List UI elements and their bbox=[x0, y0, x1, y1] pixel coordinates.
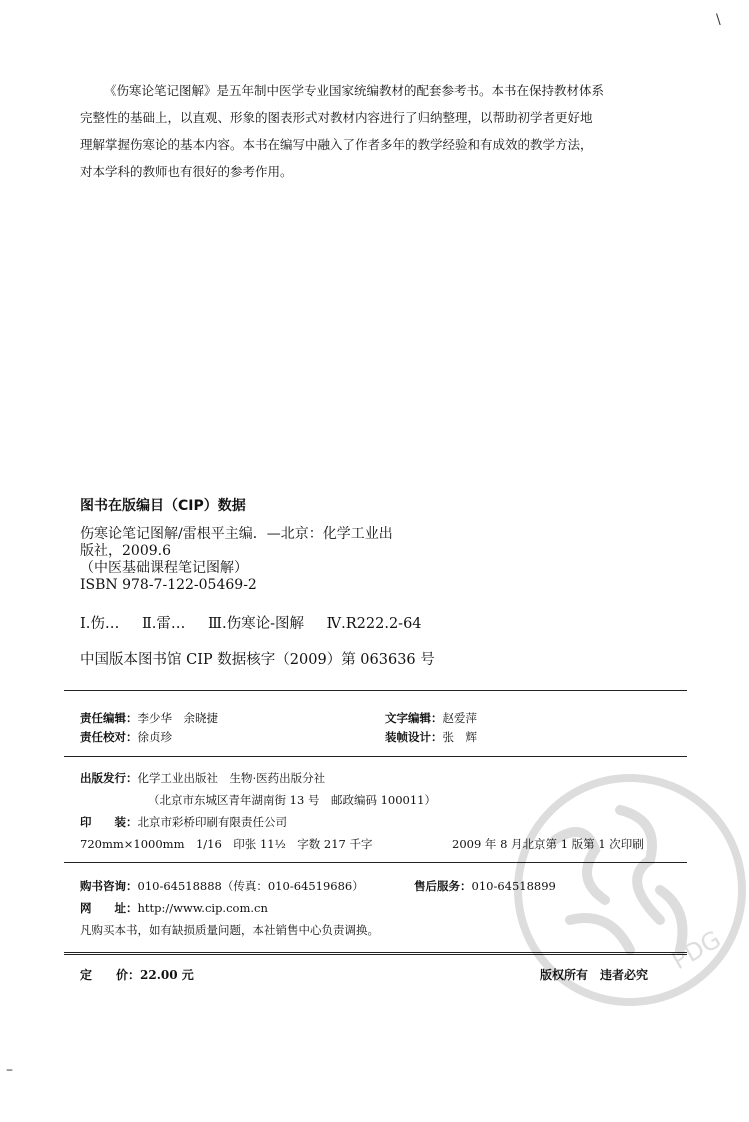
credit-value: 赵爱萍 bbox=[442, 711, 477, 725]
publisher-label: 出版发行： bbox=[80, 771, 138, 785]
intro-paragraph bbox=[80, 77, 695, 185]
cip-record bbox=[80, 526, 500, 594]
cip-isbn: ISBN 978-7-122-05469-2 bbox=[80, 577, 257, 593]
credit-editor bbox=[80, 710, 218, 726]
service-label: 售后服务： bbox=[414, 879, 472, 893]
divider-double bbox=[64, 952, 687, 955]
divider bbox=[64, 756, 687, 757]
credit-value: 李少华 余晓捷 bbox=[137, 711, 218, 725]
intro-line: 理解掌握伤寒论的基本内容。本书在编写中融入了作者多年的教学经验和有成效的教学方法， bbox=[80, 137, 593, 152]
service-contact bbox=[414, 878, 556, 894]
credit-label: 责任编辑： bbox=[80, 711, 138, 725]
class-item: Ⅳ.R222.2-64 bbox=[326, 616, 422, 632]
intro-line: 对本学科的教师也有很好的参考作用。 bbox=[80, 164, 293, 179]
cip-series: （中医基础课程笔记图解） bbox=[80, 560, 248, 576]
credit-design bbox=[385, 729, 477, 745]
website-link[interactable]: http://www.cip.com.cn bbox=[137, 901, 268, 915]
buy-label: 购书咨询： bbox=[80, 879, 138, 893]
publisher-address: （北京市东城区青年湖南街 13 号 邮政编码 100011） bbox=[148, 793, 436, 807]
buy-value: 010-64518888（传真：010-64519686） bbox=[137, 879, 364, 893]
quality-notice: 凡购买本书，如有缺损质量问题，本社销售中心负责调换。 bbox=[80, 923, 379, 937]
credit-value: 张 辉 bbox=[442, 730, 477, 744]
publisher-row bbox=[80, 770, 325, 786]
printer-row bbox=[80, 814, 287, 830]
service-value: 010-64518899 bbox=[471, 879, 556, 893]
credit-label: 装帧设计： bbox=[385, 730, 443, 744]
cip-line: 伤寒论笔记图解/雷根平主编．—北京：化学工业出 bbox=[80, 526, 393, 542]
price-label: 定 价： bbox=[80, 968, 141, 982]
credit-value: 徐贞珍 bbox=[137, 730, 172, 744]
cip-classification bbox=[80, 612, 422, 633]
cip-title: 图书在版编目（CIP）数据 bbox=[80, 498, 246, 514]
credit-text-editor bbox=[385, 710, 477, 726]
credit-label: 责任校对： bbox=[80, 730, 138, 744]
class-item: Ⅲ.伤寒论-图解 bbox=[208, 616, 305, 632]
credit-label: 文字编辑： bbox=[385, 711, 443, 725]
price-row bbox=[80, 966, 194, 983]
cip-line: 版社，2009.6 bbox=[80, 543, 171, 559]
edition-info: 2009 年 8 月北京第 1 版第 1 次印刷 bbox=[452, 837, 644, 851]
book-specs: 720mm×1000mm 1/16 印张 11½ 字数 217 千字 bbox=[80, 837, 373, 851]
price-value: 22.00 元 bbox=[140, 968, 194, 982]
seal-text: PDG bbox=[667, 925, 726, 976]
buy-contact bbox=[80, 878, 364, 894]
intro-line: 完整性的基础上，以直观、形象的图表形式对教材内容进行了归纳整理，以帮助初学者更好地 bbox=[80, 110, 593, 125]
rights-notice: 版权所有 违者必究 bbox=[540, 968, 649, 982]
cip-check-number: 中国版本图书馆 CIP 数据核字（2009）第 063636 号 bbox=[80, 652, 435, 668]
divider bbox=[64, 862, 687, 863]
printer-value: 北京市彩桥印刷有限责任公司 bbox=[137, 815, 287, 829]
credit-proof bbox=[80, 729, 172, 745]
publisher-value: 化学工业出版社 生物·医药出版分社 bbox=[137, 771, 326, 785]
corner-scan-mark: \ bbox=[716, 12, 721, 28]
divider-top bbox=[64, 690, 687, 691]
margin-dash: – bbox=[6, 1062, 13, 1078]
website-label: 网 址： bbox=[80, 901, 138, 915]
website-row bbox=[80, 900, 268, 916]
intro-line: 《伤寒论笔记图解》是五年制中医学专业国家统编教材的配套参考书。本书在保持教材体系 bbox=[104, 83, 605, 98]
printer-label: 印 装： bbox=[80, 815, 138, 829]
class-item: Ⅰ.伤… bbox=[80, 616, 120, 632]
class-item: Ⅱ.雷… bbox=[141, 616, 186, 632]
